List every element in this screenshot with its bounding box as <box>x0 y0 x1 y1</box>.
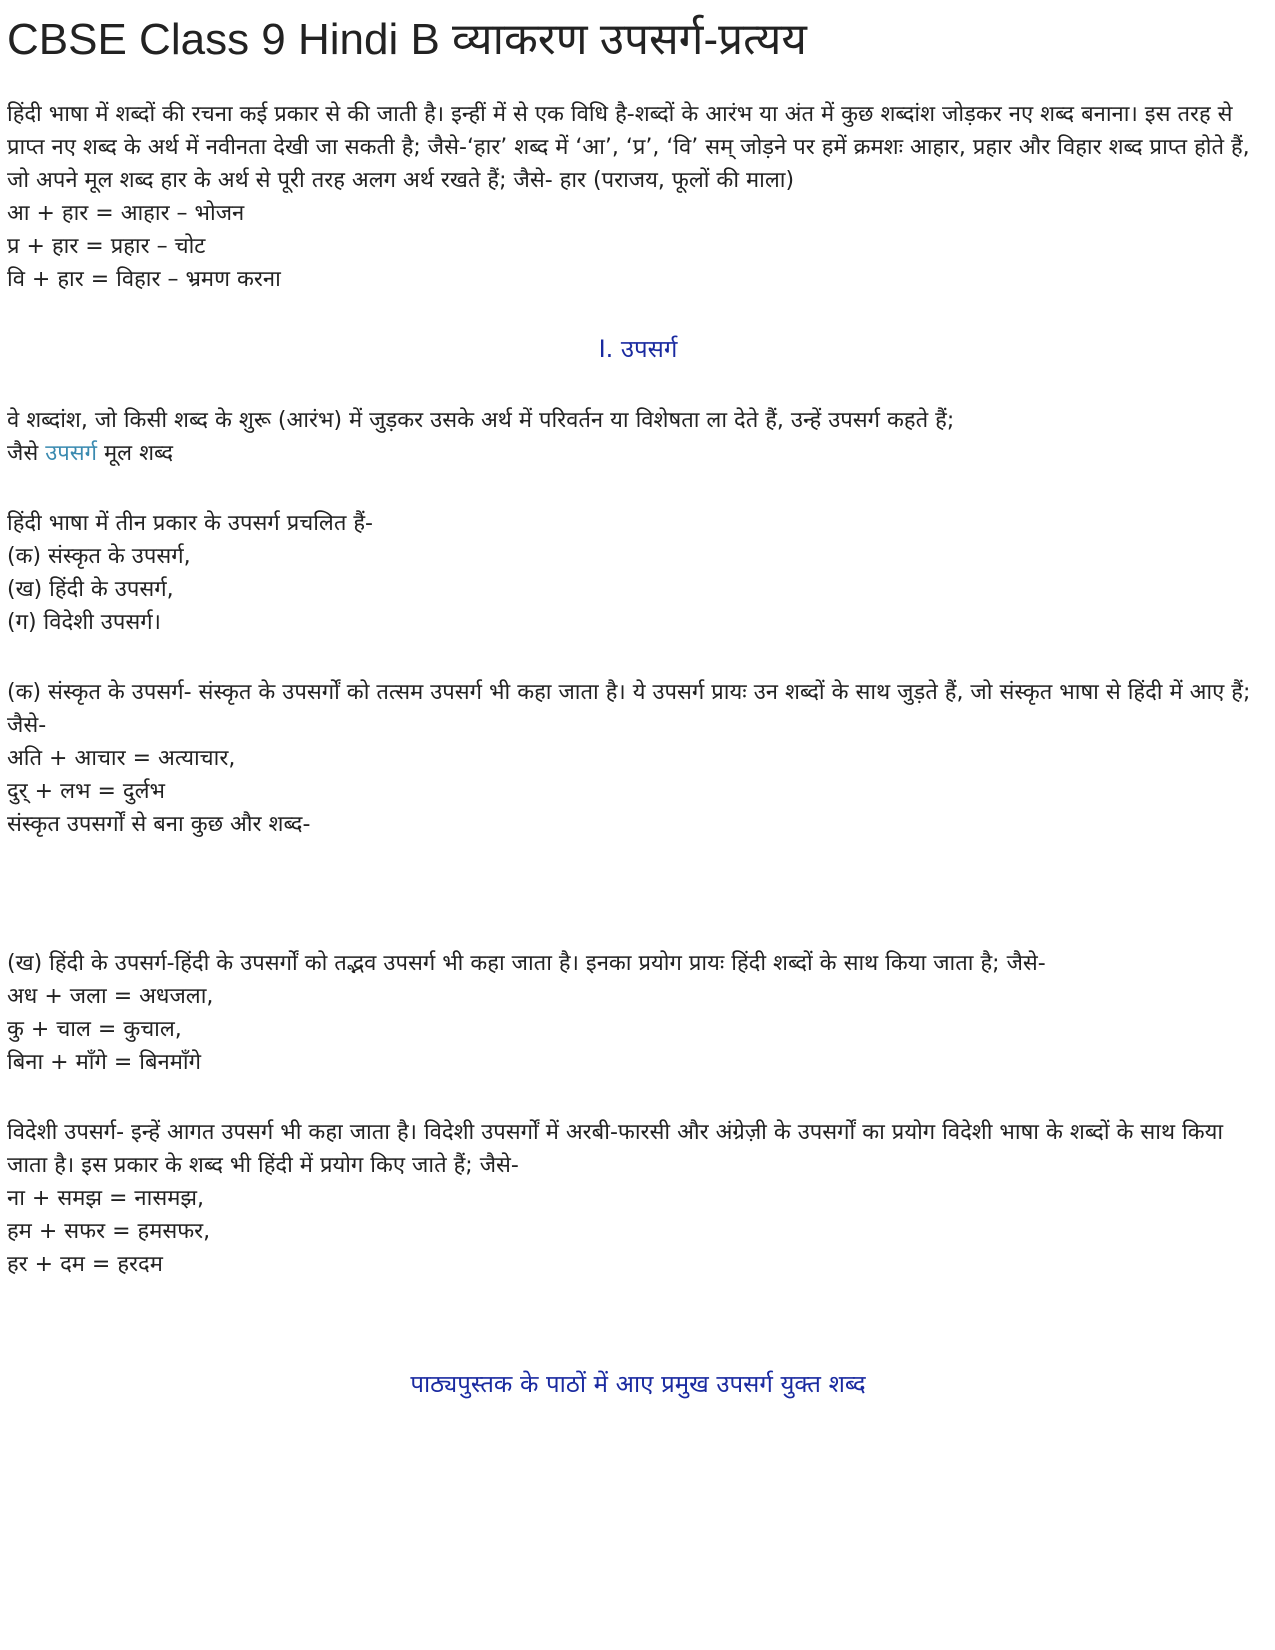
upsarg-definition-block <box>7 404 1269 470</box>
example-suffix: मूल शब्द <box>97 441 174 466</box>
types-intro: हिंदी भाषा में तीन प्रकार के उपसर्ग प्रचलित हैं- <box>7 511 373 536</box>
upsarg-heading: I. उपसर्ग <box>598 335 678 363</box>
hindi-example: अध + जला = अधजला, <box>7 984 214 1009</box>
videshi-paragraph: विदेशी उपसर्ग- इन्हें आगत उपसर्ग भी कहा जाता है। विदेशी उपसर्गों में अरबी-फारसी और अंग्रेज़ी के उपसर्गों का प्रयोग विदेशी भाषा के शब्दों के साथ किया जाता है। इस प्रकार के शब्द भी हिंदी में प्रयोग किए जाते हैं; जैसे- <box>7 1120 1224 1178</box>
sanskrit-paragraph: (क) संस्कृत के उपसर्ग- संस्कृत के उपसर्गों को तत्सम उपसर्ग भी कहा जाता है। ये उपसर्ग प्रायः उन शब्दों के साथ जुड़ते हैं, जो संस्कृत भाषा से हिंदी में आए हैं; जैसे- <box>7 680 1251 738</box>
hindi-paragraph: (ख) हिंदी के उपसर्ग-हिंदी के उपसर्गों को तद्भव उपसर्ग भी कहा जाता है। इनका प्रयोग प्रायः हिंदी शब्दों के साथ किया जाता है; जैसे- <box>7 951 1046 976</box>
upsarg-example-line <box>7 437 1269 470</box>
example-prefix: जैसे <box>7 441 46 466</box>
intro-example: वि + हार = विहार – भ्रमण करना <box>7 267 281 292</box>
hindi-section <box>7 947 1269 1079</box>
type-item: (क) संस्कृत के उपसर्ग, <box>7 544 191 569</box>
intro-example: प्र + हार = प्रहार – चोट <box>7 234 206 259</box>
type-item: (ख) हिंदी के उपसर्ग, <box>7 577 174 602</box>
sanskrit-example: दुर् + लभ = दुर्लभ <box>7 779 165 804</box>
hindi-example: कु + चाल = कुचाल, <box>7 1017 182 1042</box>
videshi-example: हर + दम = हरदम <box>7 1252 163 1277</box>
types-section <box>7 507 1269 639</box>
intro-example: आ + हार = आहार – भोजन <box>7 201 245 226</box>
intro-section <box>7 98 1269 296</box>
type-item: (ग) विदेशी उपसर्ग। <box>7 610 161 635</box>
page-title: CBSE Class 9 Hindi B व्याकरण उपसर्ग-प्रत्यय <box>7 15 807 64</box>
videshi-example: हम + सफर = हमसफर, <box>7 1219 211 1244</box>
videshi-section <box>7 1116 1269 1281</box>
upsarg-link[interactable]: उपसर्ग <box>45 441 98 466</box>
article <box>7 0 1269 1402</box>
upsarg-definition: वे शब्दांश, जो किसी शब्द के शुरू (आरंभ) में जुड़कर उसके अर्थ में परिवर्तन या विशेषता ला देते हैं, उन्हें उपसर्ग कहते हैं; <box>7 408 955 433</box>
hindi-example: बिना + माँगे = बिनमाँगे <box>7 1050 201 1075</box>
sanskrit-example: अति + आचार = अत्याचार, <box>7 746 236 771</box>
sanskrit-section <box>7 676 1269 841</box>
sanskrit-more: संस्कृत उपसर्गों से बना कुछ और शब्द- <box>7 812 311 837</box>
textbook-words-heading: पाठ्यपुस्तक के पाठों में आए प्रमुख उपसर्ग युक्त शब्द <box>410 1370 866 1398</box>
intro-paragraph: हिंदी भाषा में शब्दों की रचना कई प्रकार से की जाती है। इन्हीं में से एक विधि है-शब्दों के आरंभ या अंत में कुछ शब्दांश जोड़कर नए शब्द बनाना। इस तरह से प्राप्त नए शब्द के अर्थ में नवीनता देखी जा सकती है; जैसे-‘हार’ शब्द में ‘आ’, ‘प्र’, ‘वि’ सम् जोड़ने पर हमें क्रमशः आहार, प्रहार और विहार शब्द प्राप्त होते हैं, जो अपने मूल शब्द हार के अर्थ से पूरी तरह अलग अर्थ रखते हैं; जैसे- हार (पराजय, फूलों की माला) <box>7 102 1250 193</box>
videshi-example: ना + समझ = नासमझ, <box>7 1186 204 1211</box>
